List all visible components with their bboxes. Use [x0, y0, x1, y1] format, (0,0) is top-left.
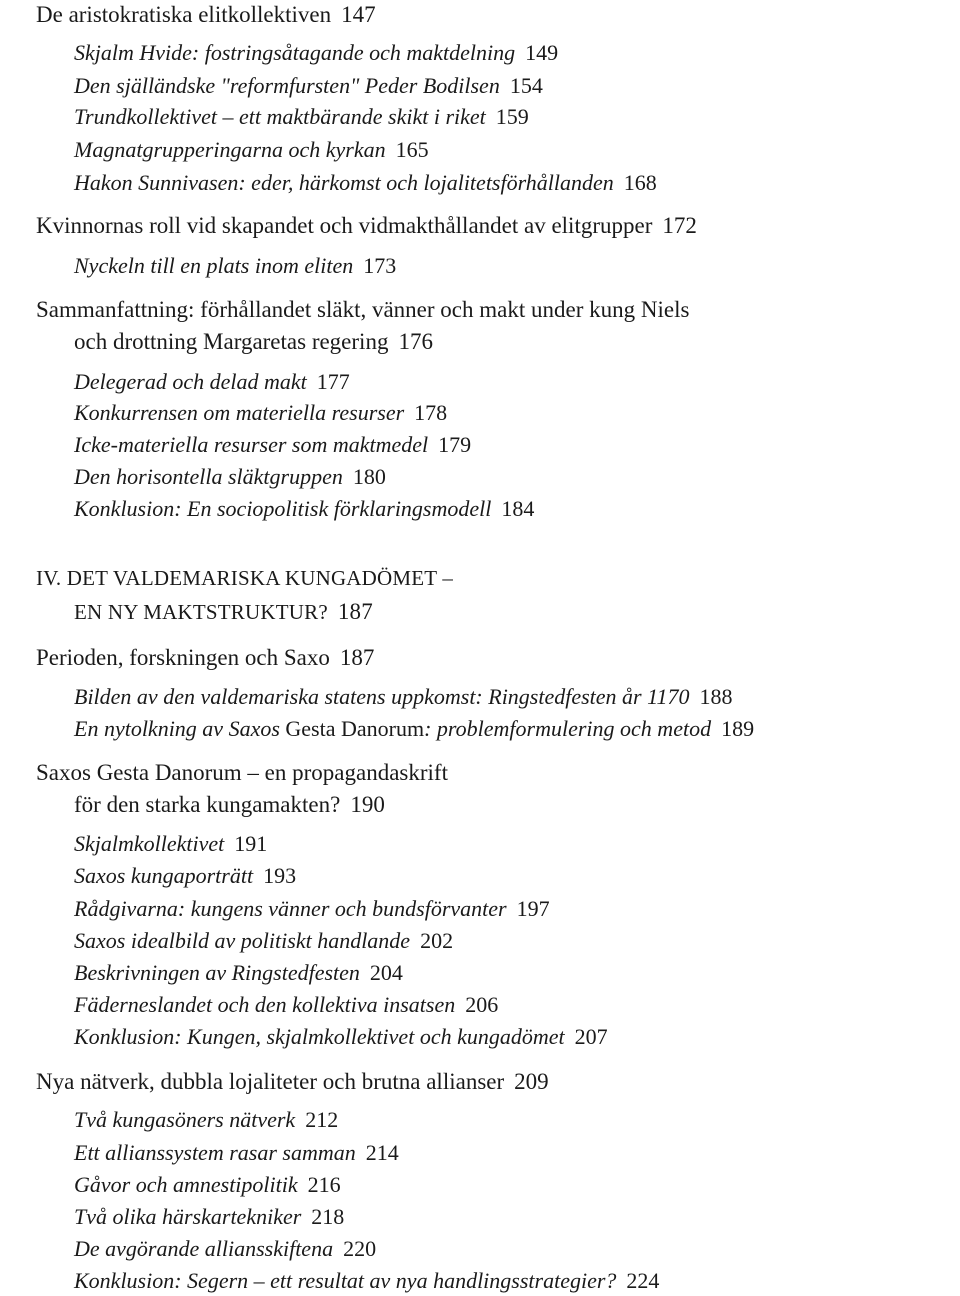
- toc-page-number: 176: [398, 329, 433, 354]
- toc-title: Konklusion: Segern – ett resultat av nya handlingsstrategier?: [74, 1268, 617, 1293]
- toc-page-number: 220: [343, 1236, 377, 1261]
- toc-page-number: 224: [626, 1268, 660, 1293]
- toc-page-number: 202: [420, 928, 454, 953]
- toc-part-heading-continuation: [74, 600, 373, 623]
- toc-title: De avgörande alliansskiftena: [74, 1236, 334, 1261]
- toc-title: Nya nätverk, dubbla lojaliteter och brutna allianser: [36, 1069, 505, 1094]
- toc-section: [36, 298, 689, 321]
- toc-title-work: Gesta Danorum: [285, 716, 425, 741]
- toc-title: Magnatgrupperingarna och kyrkan: [74, 137, 386, 162]
- toc-title: Beskrivningen av Ringstedfesten: [74, 960, 360, 985]
- toc-title: Den själländske "reformfursten" Peder Bodilsen: [74, 73, 500, 98]
- toc-page-number: 214: [365, 1140, 399, 1165]
- toc-title: Bilden av den valdemariska statens uppkomst: Ringstedfesten år 1170: [74, 684, 690, 709]
- toc-title: Kvinnornas roll vid skapandet och vidmakthållandet av elitgrupper: [36, 213, 653, 238]
- toc-page-number: 204: [369, 960, 403, 985]
- toc-title: Fäderneslandet och den kollektiva insatsen: [74, 992, 456, 1017]
- toc-page-number: 180: [352, 464, 386, 489]
- toc-subsection: [74, 466, 386, 488]
- toc-subsection: [74, 402, 447, 424]
- toc-page-number: 184: [501, 496, 535, 521]
- toc-page-number: 189: [721, 716, 755, 741]
- toc-section: [36, 646, 374, 669]
- toc-subsection: [74, 686, 732, 708]
- toc-subsection: [74, 75, 543, 97]
- toc-title: Saxos kungaporträtt: [74, 863, 254, 888]
- toc-title: Ett allianssystem rasar samman: [74, 1140, 356, 1165]
- toc-subsection: [74, 1174, 341, 1196]
- toc-subsection: [74, 255, 396, 277]
- toc-title: Trundkollektivet – ett maktbärande skikt i riket: [74, 104, 486, 129]
- toc-title: Rådgivarna: kungens vänner och bundsförvanter: [74, 896, 507, 921]
- toc-subsection: [74, 1026, 608, 1048]
- toc-section: [36, 214, 697, 237]
- toc-title: för den starka kungamakten?: [74, 792, 341, 817]
- toc-page-number: 165: [395, 137, 429, 162]
- toc-title: Den horisontella släktgruppen: [74, 464, 343, 489]
- toc-title: De aristokratiska elitkollektiven: [36, 2, 332, 27]
- toc-page-number: 206: [465, 992, 499, 1017]
- toc-page-number: 177: [316, 369, 350, 394]
- toc-subsection: [74, 106, 529, 128]
- toc-section-continuation: [74, 330, 433, 353]
- toc-title: Två kungasöners nätverk: [74, 1107, 296, 1132]
- toc-title: Saxos Gesta Danorum – en propagandaskrift: [36, 760, 448, 785]
- toc-page-number: 173: [363, 253, 397, 278]
- toc-page-number: 179: [438, 432, 472, 457]
- toc-subsection: [74, 1270, 659, 1292]
- toc-title: Konkurrensen om materiella resurser: [74, 400, 405, 425]
- toc-subsection: [74, 434, 471, 456]
- toc-page-number: 209: [514, 1069, 549, 1094]
- toc-subsection: [74, 718, 754, 740]
- toc-section: [36, 1070, 549, 1093]
- toc-page-number: 197: [516, 896, 550, 921]
- toc-subsection: [74, 1206, 344, 1228]
- toc-page-number: 207: [574, 1024, 608, 1049]
- toc-title: Gåvor och amnestipolitik: [74, 1172, 298, 1197]
- toc-section-continuation: [74, 793, 385, 816]
- toc-title: Sammanfattning: förhållandet släkt, vänner och makt under kung Niels: [36, 297, 690, 322]
- toc-title: Konklusion: En sociopolitisk förklaringsmodell: [74, 496, 492, 521]
- toc-subsection: [74, 42, 558, 64]
- toc-page-number: 168: [623, 170, 657, 195]
- toc-page-number: 191: [234, 831, 268, 856]
- toc-subsection: [74, 833, 267, 855]
- toc-page-number: 188: [699, 684, 733, 709]
- toc-title-part: En nytolkning av Saxos: [74, 716, 286, 741]
- toc-subsection: [74, 172, 657, 194]
- toc-title: Konklusion: Kungen, skjalmkollektivet och kungadömet: [74, 1024, 565, 1049]
- toc-title: Perioden, forskningen och Saxo: [36, 645, 330, 670]
- toc-subsection: [74, 994, 498, 1016]
- toc-subsection: [74, 898, 550, 920]
- toc-subsection: [74, 930, 453, 952]
- toc-page-number: 216: [307, 1172, 341, 1197]
- toc-title: Hakon Sunnivasen: eder, härkomst och lojalitetsförhållanden: [74, 170, 614, 195]
- toc-page-number: 172: [662, 213, 697, 238]
- toc-title: Nyckeln till en plats inom eliten: [74, 253, 354, 278]
- toc-title: Skjalmkollektivet: [74, 831, 225, 856]
- toc-section: [36, 761, 448, 784]
- toc-title: Icke-materiella resurser som maktmedel: [74, 432, 429, 457]
- toc-page-number: 149: [525, 40, 559, 65]
- toc-title: Två olika härskartekniker: [74, 1204, 302, 1229]
- toc-subsection: [74, 371, 350, 393]
- toc-page-number: 187: [339, 645, 375, 670]
- toc-page-number: 159: [495, 104, 529, 129]
- toc-page-number: 190: [350, 792, 385, 817]
- toc-page-number: 178: [414, 400, 448, 425]
- toc-subsection: [74, 139, 429, 161]
- toc-page-number: 187: [337, 599, 373, 624]
- toc-title: EN NY MAKTSTRUKTUR?: [74, 600, 328, 624]
- toc-section: [36, 3, 376, 26]
- toc-title-part: : problemformulering och metod: [424, 716, 712, 741]
- toc-subsection: [74, 1109, 338, 1131]
- toc-subsection: [74, 962, 403, 984]
- toc-title: IV. DET VALDEMARISKA KUNGADÖMET –: [36, 566, 454, 590]
- toc-title: Delegerad och delad makt: [74, 369, 307, 394]
- toc-page-number: 154: [509, 73, 543, 98]
- toc-part-heading: [36, 568, 453, 589]
- toc-page-number: 218: [311, 1204, 345, 1229]
- toc-title: och drottning Margaretas regering: [74, 329, 389, 354]
- toc-subsection: [74, 865, 296, 887]
- toc-title: Saxos idealbild av politiskt handlande: [74, 928, 411, 953]
- toc-page-number: 212: [305, 1107, 339, 1132]
- toc-subsection: [74, 1142, 399, 1164]
- toc-page-number: 147: [341, 2, 376, 27]
- toc-subsection: [74, 1238, 376, 1260]
- toc-title: Skjalm Hvide: fostringsåtagande och maktdelning: [74, 40, 516, 65]
- toc-subsection: [74, 498, 534, 520]
- toc-page-number: 193: [263, 863, 297, 888]
